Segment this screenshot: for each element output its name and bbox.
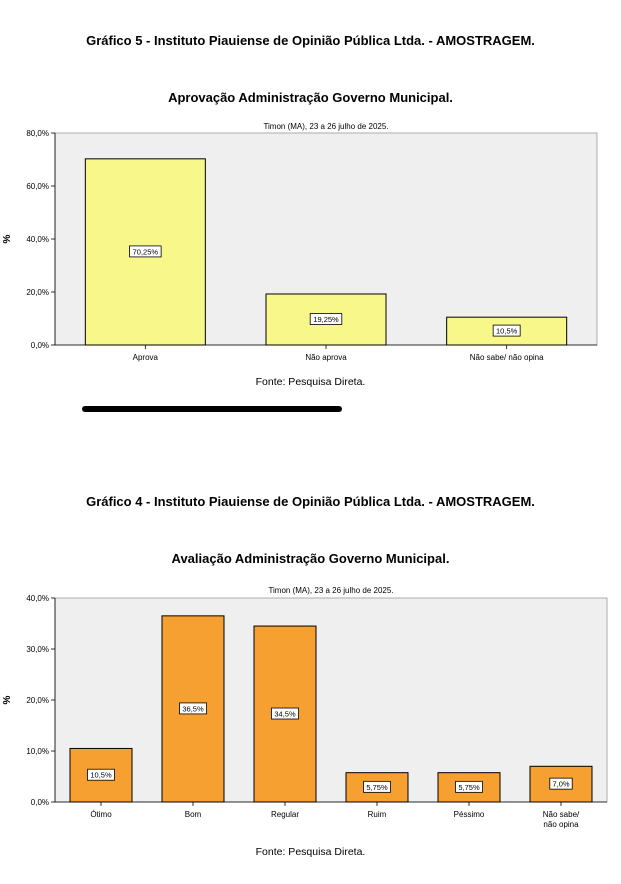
chart-2-title: Avaliação Administração Governo Municipal.	[171, 551, 450, 566]
data-label: 5,75%	[458, 782, 480, 792]
y-tick-label: 60,0%	[26, 182, 49, 191]
x-tick-label: Ótimo	[90, 810, 112, 819]
data-label: 7,0%	[552, 779, 570, 789]
y-axis-label: %	[2, 695, 13, 705]
x-tick-label: Aprova	[132, 353, 159, 362]
y-tick-label: 30,0%	[26, 645, 49, 654]
y-tick-label: 20,0%	[26, 288, 49, 297]
data-label: 34,5%	[274, 709, 296, 719]
data-label: 70,25%	[132, 247, 159, 257]
chart-1-source: Fonte: Pesquisa Direta.	[255, 376, 366, 388]
chart-subtitle: Timon (MA), 23 a 26 julho de 2025.	[268, 586, 394, 595]
plot-area	[55, 598, 607, 802]
x-tick-label: Não sabe/ não opina	[542, 810, 580, 829]
chart-2-source: Fonte: Pesquisa Direta.	[255, 846, 366, 858]
chart-1-heading: Gráfico 5 - Instituto Piauiense de Opinião Pública Ltda. - AMOSTRAGEM.	[86, 33, 535, 48]
x-tick-label: Regular	[270, 810, 300, 819]
x-tick-label: Não aprova	[305, 353, 347, 362]
y-tick-label: 80,0%	[26, 129, 49, 138]
data-label: 19,25%	[313, 314, 339, 324]
y-tick-label: 40,0%	[26, 594, 49, 603]
chart-1-area	[0, 118, 621, 375]
data-label: 10,5%	[496, 326, 518, 336]
x-tick-label: Não sabe/ não opina	[469, 353, 544, 362]
chart-2-area	[0, 580, 621, 845]
x-tick-label: Bom	[184, 810, 202, 819]
x-tick-label: Péssimo	[453, 810, 485, 819]
y-tick-label: 0,0%	[30, 341, 49, 350]
chart-2-heading: Gráfico 4 - Instituto Piauiense de Opinião Pública Ltda. - AMOSTRAGEM.	[86, 494, 535, 509]
data-label: 5,75%	[366, 782, 388, 792]
x-tick-label: Ruim	[367, 810, 387, 819]
y-tick-label: 20,0%	[26, 696, 49, 705]
y-tick-label: 0,0%	[30, 798, 49, 807]
y-tick-label: 40,0%	[26, 235, 49, 244]
chart-2-svg	[0, 580, 621, 840]
chart-1-svg	[0, 118, 621, 370]
y-tick-label: 10,0%	[26, 747, 49, 756]
chart-subtitle: Timon (MA), 23 a 26 julho de 2025.	[263, 122, 389, 131]
data-label: 36,5%	[182, 704, 204, 714]
data-label: 10,5%	[90, 770, 112, 780]
y-axis-label: %	[2, 234, 13, 244]
divider-bar	[82, 406, 342, 412]
chart-1-title: Aprovação Administração Governo Municipal.	[168, 90, 453, 105]
